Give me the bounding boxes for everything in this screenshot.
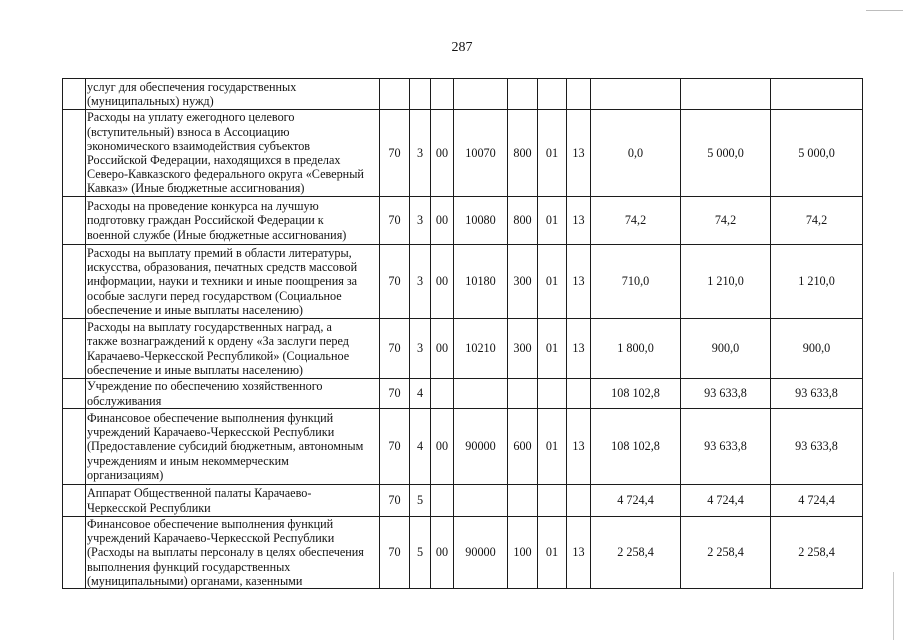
amount-cell: 93 633,8 (681, 409, 771, 485)
code-cell: 4 (410, 409, 431, 485)
code-cell: 70 (380, 197, 410, 245)
description-cell (86, 245, 380, 319)
amount-cell: 2 258,4 (591, 517, 681, 589)
margin-cell (63, 409, 86, 485)
code-cell (508, 485, 538, 517)
code-cell: 00 (431, 110, 454, 197)
code-cell: 01 (538, 319, 567, 379)
code-cell: 00 (431, 409, 454, 485)
code-cell: 13 (567, 517, 591, 589)
code-cell (431, 79, 454, 110)
amount-cell: 1 210,0 (681, 245, 771, 319)
description-line: Карачаево-Черкесской Республикой» (Социальное (87, 348, 350, 363)
description-line: учреждениям и иным некоммерческим (87, 453, 289, 468)
description-cell (86, 485, 380, 517)
description-line: Расходы на выплату государственных наград, а (87, 320, 332, 335)
code-cell: 90000 (454, 517, 508, 589)
code-cell: 70 (380, 245, 410, 319)
description-line: (Предоставление субсидий бюджетным, автономным (87, 439, 364, 454)
amount-cell: 4 724,4 (681, 485, 771, 517)
code-cell: 10070 (454, 110, 508, 197)
scan-mark (893, 572, 894, 640)
code-cell: 4 (410, 379, 431, 409)
code-cell: 3 (410, 245, 431, 319)
code-cell (538, 485, 567, 517)
code-cell: 00 (431, 319, 454, 379)
description-line: услуг для обеспечения государственных (87, 79, 297, 94)
margin-cell (63, 79, 86, 110)
amount-cell (591, 79, 681, 110)
amount-cell: 1 800,0 (591, 319, 681, 379)
table-row (63, 197, 863, 245)
table-row (63, 319, 863, 379)
amount-cell: 93 633,8 (681, 379, 771, 409)
code-cell: 13 (567, 319, 591, 379)
amount-cell: 900,0 (771, 319, 863, 379)
amount-cell: 900,0 (681, 319, 771, 379)
description-line: Финансовое обеспечение выполнения функций (87, 517, 334, 531)
description-line: обеспечение и иные выплаты населению) (87, 362, 303, 377)
description-line: (Расходы на выплаты персоналу в целях обеспечения (87, 545, 364, 560)
description-line: Кавказ» (Иные бюджетные ассигнования) (87, 181, 305, 196)
margin-cell (63, 197, 86, 245)
description-line: Учреждение по обеспечению хозяйственного (87, 379, 323, 394)
code-cell: 13 (567, 245, 591, 319)
table-row (63, 517, 863, 589)
description-line: информации, науки и техники и иные поощрения за (87, 274, 358, 289)
code-cell: 10080 (454, 197, 508, 245)
description-line: выполнения функций государственных (87, 559, 291, 574)
amount-cell: 5 000,0 (771, 110, 863, 197)
code-cell (508, 79, 538, 110)
amount-cell (681, 79, 771, 110)
code-cell: 00 (431, 245, 454, 319)
code-cell: 800 (508, 197, 538, 245)
code-cell: 10210 (454, 319, 508, 379)
table-row (63, 110, 863, 197)
description-line: подготовку граждан Российской Федерации к (87, 213, 324, 228)
amount-cell: 108 102,8 (591, 379, 681, 409)
code-cell: 01 (538, 110, 567, 197)
code-cell: 00 (431, 197, 454, 245)
amount-cell: 0,0 (591, 110, 681, 197)
description-cell (86, 517, 380, 589)
description-line: особые заслуги перед государством (Социальное (87, 288, 342, 303)
description-line: Черкесской Республики (87, 500, 211, 515)
description-line: учреждений Карачаево-Черкесской Республики (87, 425, 335, 440)
description-cell (86, 110, 380, 197)
amount-cell: 2 258,4 (681, 517, 771, 589)
description-cell (86, 379, 380, 409)
code-cell: 3 (410, 319, 431, 379)
code-cell: 70 (380, 517, 410, 589)
code-cell: 70 (380, 485, 410, 517)
code-cell: 01 (538, 517, 567, 589)
description-line: (вступительный) взноса в Ассоциацию (87, 124, 290, 139)
description-line: Финансовое обеспечение выполнения функций (87, 410, 334, 425)
code-cell: 5 (410, 485, 431, 517)
amount-cell (771, 79, 863, 110)
amount-cell: 74,2 (771, 197, 863, 245)
code-cell: 70 (380, 379, 410, 409)
code-cell: 800 (508, 110, 538, 197)
description-line: Расходы на проведение конкурса на лучшую (87, 199, 319, 214)
code-cell (410, 79, 431, 110)
description-line: искусства, образования, печатных средств массовой (87, 260, 358, 275)
budget-table (62, 78, 863, 589)
amount-cell: 1 210,0 (771, 245, 863, 319)
code-cell: 100 (508, 517, 538, 589)
page-number: 287 (451, 40, 473, 55)
description-line: Российской Федерации, находящихся в пределах (87, 153, 341, 167)
code-cell: 5 (410, 517, 431, 589)
amount-cell: 93 633,8 (771, 379, 863, 409)
description-line: (муниципальных) нужд) (87, 94, 214, 108)
code-cell (380, 79, 410, 110)
code-cell: 01 (538, 409, 567, 485)
code-cell: 70 (380, 409, 410, 485)
description-line: учреждений Карачаево-Черкесской Республики (87, 531, 335, 546)
code-cell (431, 485, 454, 517)
amount-cell: 5 000,0 (681, 110, 771, 197)
margin-cell (63, 245, 86, 319)
amount-cell: 74,2 (681, 197, 771, 245)
code-cell (567, 379, 591, 409)
description-cell (86, 79, 380, 110)
code-cell: 90000 (454, 409, 508, 485)
code-cell (431, 379, 454, 409)
code-cell: 70 (380, 319, 410, 379)
amount-cell: 108 102,8 (591, 409, 681, 485)
description-line: Расходы на уплату ежегодного целевого (87, 110, 295, 125)
code-cell: 70 (380, 110, 410, 197)
amount-cell: 4 724,4 (771, 485, 863, 517)
amount-cell: 710,0 (591, 245, 681, 319)
description-line: военной службе (Иные бюджетные ассигнования) (87, 227, 347, 242)
description-cell (86, 319, 380, 379)
table-row (63, 245, 863, 319)
description-line: Расходы на выплату премий в области литературы, (87, 245, 352, 260)
code-cell: 00 (431, 517, 454, 589)
description-cell (86, 409, 380, 485)
description-cell (86, 197, 380, 245)
code-cell: 13 (567, 409, 591, 485)
margin-cell (63, 319, 86, 379)
code-cell: 01 (538, 245, 567, 319)
description-line: Аппарат Общественной палаты Карачаево- (87, 486, 312, 501)
amount-cell: 93 633,8 (771, 409, 863, 485)
margin-cell (63, 485, 86, 517)
description-line: (муниципальными) органами, казенными (87, 573, 303, 588)
code-cell: 600 (508, 409, 538, 485)
table-row (63, 379, 863, 409)
scan-mark (866, 10, 903, 11)
code-cell: 01 (538, 197, 567, 245)
table-row (63, 409, 863, 485)
code-cell: 300 (508, 245, 538, 319)
code-cell: 3 (410, 197, 431, 245)
amount-cell: 2 258,4 (771, 517, 863, 589)
code-cell (508, 379, 538, 409)
code-cell (454, 379, 508, 409)
description-line: экономического взаимодействия субъектов (87, 138, 311, 153)
code-cell (454, 485, 508, 517)
margin-cell (63, 379, 86, 409)
description-line: организациям) (87, 467, 164, 482)
code-cell (567, 485, 591, 517)
code-cell (538, 379, 567, 409)
margin-cell (63, 517, 86, 589)
table-row (63, 485, 863, 517)
code-cell: 300 (508, 319, 538, 379)
amount-cell: 74,2 (591, 197, 681, 245)
code-cell: 10180 (454, 245, 508, 319)
table-row (63, 79, 863, 110)
margin-cell (63, 110, 86, 197)
amount-cell: 4 724,4 (591, 485, 681, 517)
code-cell: 13 (567, 110, 591, 197)
code-cell (538, 79, 567, 110)
description-line: обслуживания (87, 393, 162, 408)
code-cell: 13 (567, 197, 591, 245)
code-cell (567, 79, 591, 110)
code-cell (454, 79, 508, 110)
description-line: также вознаграждений к ордену «За заслуги перед (87, 334, 349, 349)
description-line: Северо-Кавказского федерального округа «Северный (87, 167, 364, 182)
code-cell: 3 (410, 110, 431, 197)
description-line: обеспечение и иные выплаты населению) (87, 302, 303, 317)
